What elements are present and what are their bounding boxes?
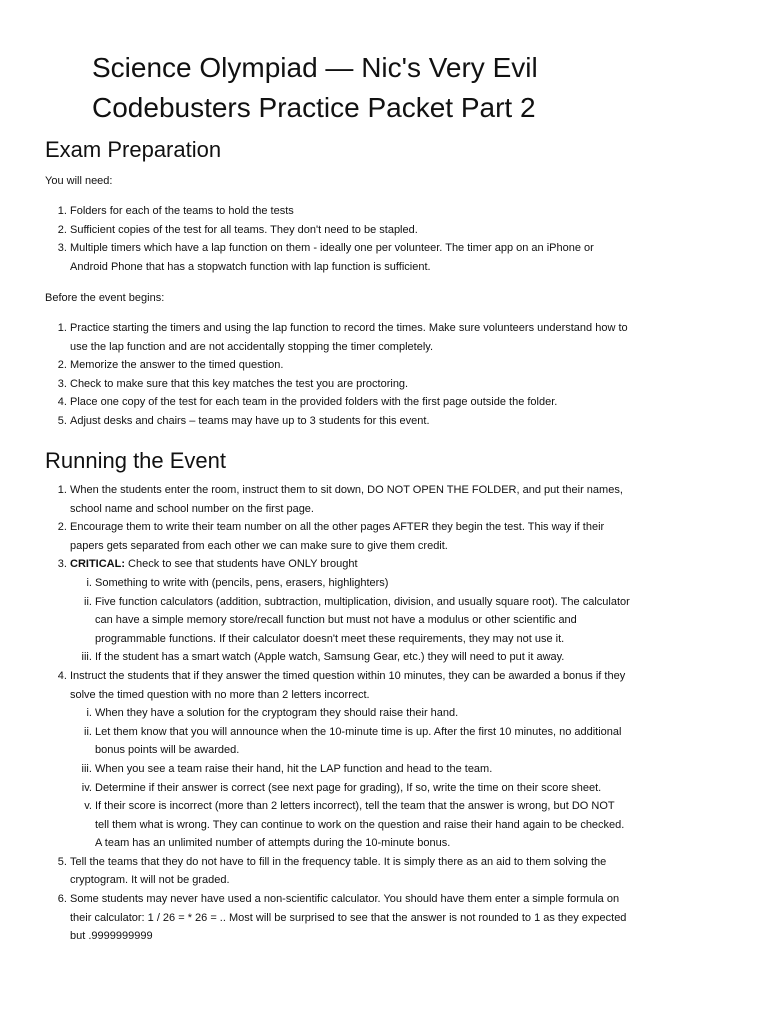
sublist-item: ii. Let them know that you will announce when the 10-minute time is up. After the first 10 minutes, no additional bonus points will be awarded. — [95, 723, 630, 760]
needs-list — [45, 202, 630, 276]
critical-sublist — [70, 574, 630, 667]
exam-preparation-heading: Exam Preparation — [45, 137, 222, 162]
sublist-item: i. When they have a solution for the cryptogram they should raise their hand. — [95, 704, 630, 723]
sublist-item: i. Something to write with (pencils, pens, erasers, highlighters) — [95, 574, 630, 593]
sublist-item: ii. Five function calculators (addition, subtraction, multiplication, division, and usually square root). The calculator can have a simple memory store/recall function but must not have a modulus or other scientific and programmable functions. If their calculator doesn't meet these requirements, they may not use it. — [95, 593, 630, 649]
sublist-item: iv. Determine if their answer is correct (see next page for grading), If so, write the time on their score sheet. — [95, 779, 630, 798]
sublist-item: v. If their score is incorrect (more than 2 letters incorrect), tell the team that the answer is wrong, but DO NOT tell them what is wrong. They can continue to work on the question and raise their hand again to be checked. A team has an unlimited number of attempts during the 10-minute bonus. — [95, 797, 630, 853]
list-item — [70, 667, 630, 853]
list-item: 1. Folders for each of the teams to hold the tests — [70, 202, 630, 221]
list-item: 1. When the students enter the room, instruct them to sit down, DO NOT OPEN THE FOLDER, and put their names, school name and school number on the first page. — [70, 481, 630, 518]
list-item: 6. Some students may never have used a non-scientific calculator. You should have them enter a simple formula on their calculator: 1 / 26 = * 26 = .. Most will be surprised to see that the answer is not rounded to 1 as they expected but .9999999999 — [70, 890, 630, 946]
sublist-item: iii. If the student has a smart watch (Apple watch, Samsung Gear, etc.) they will need to put it away. — [95, 648, 630, 667]
before-event-list — [45, 319, 630, 431]
running-event-list — [45, 481, 630, 946]
document-title-line-2: Codebusters Practice Packet Part 2 — [92, 92, 536, 123]
critical-label: CRITICAL: — [70, 558, 125, 571]
list-item: 2. Sufficient copies of the test for all teams. They don't need to be stapled. — [70, 221, 630, 240]
list-item: 3. Multiple timers which have a lap function on them - ideally one per volunteer. The timer app on an iPhone or Android Phone that has a stopwatch function with lap function is sufficient. — [70, 239, 630, 276]
list-item: 1. Practice starting the timers and using the lap function to record the times. Make sure volunteers understand how to use the lap function and are not accidentally stopping the timer completely. — [70, 319, 630, 356]
list-item: 2. Memorize the answer to the timed question. — [70, 356, 630, 375]
list-item: 3. Check to make sure that this key matches the test you are proctoring. — [70, 375, 630, 394]
sublist-item: iii. When you see a team raise their hand, hit the LAP function and head to the team. — [95, 760, 630, 779]
list-item: 5. Adjust desks and chairs – teams may have up to 3 students for this event. — [70, 412, 630, 431]
list-item — [70, 555, 630, 667]
running-event-heading: Running the Event — [45, 448, 227, 473]
list-item-text: Instruct the students that if they answer the timed question within 10 minutes, they can be awarded a bonus if they solve the timed question with no more than 2 letters incorrect. — [70, 669, 626, 701]
bonus-sublist — [70, 704, 630, 853]
critical-text: Check to see that students have ONLY brought — [125, 558, 358, 571]
document-title — [92, 48, 692, 128]
list-item: 2. Encourage them to write their team number on all the other pages AFTER they begin the test. This way if their papers gets separated from each other we can make sure to give them credit. — [70, 518, 630, 555]
you-will-need-label: You will need: — [45, 175, 113, 187]
document-title-line-1: Science Olympiad — Nic's Very Evil — [92, 52, 538, 83]
before-event-label: Before the event begins: — [45, 292, 165, 304]
list-item: 5. Tell the teams that they do not have to fill in the frequency table. It is simply there as an aid to them solving the cryptogram. It will not be graded. — [70, 853, 630, 890]
list-item: 4. Place one copy of the test for each team in the provided folders with the first page outside the folder. — [70, 393, 630, 412]
